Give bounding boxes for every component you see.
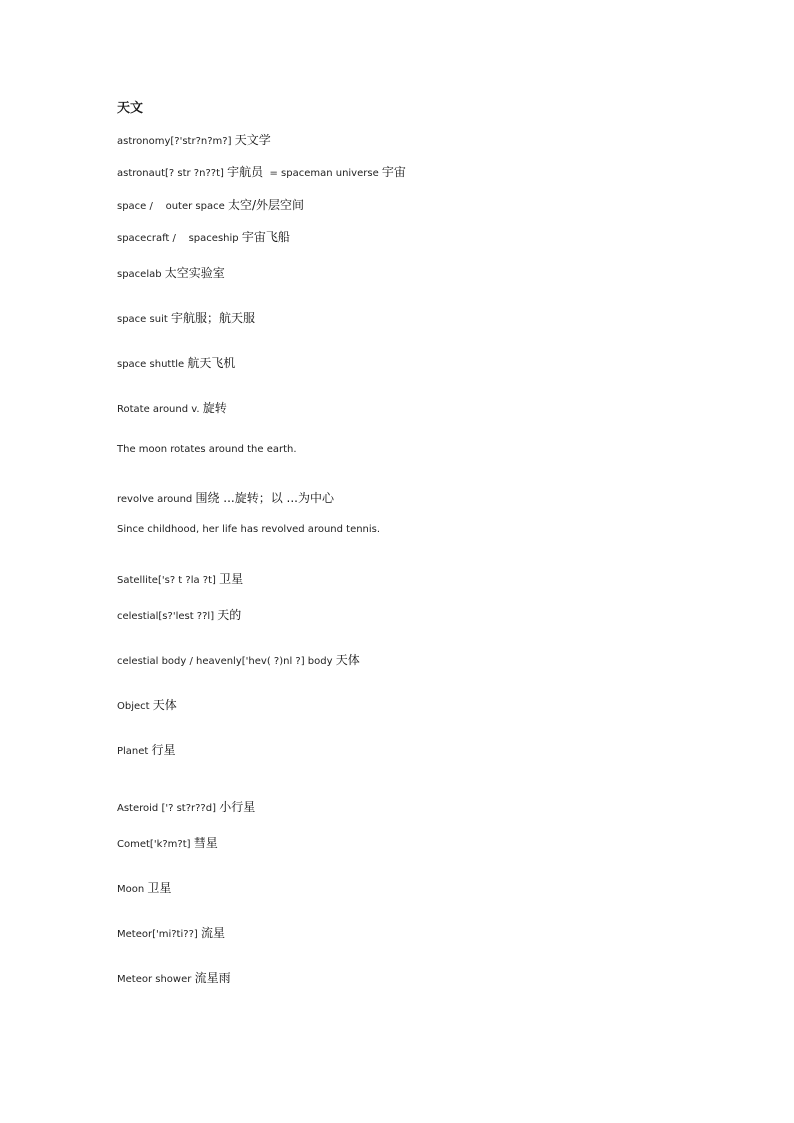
vocab-entry (117, 652, 360, 670)
vocab-entry (117, 607, 241, 625)
section-heading: 天文 (117, 101, 144, 116)
vocab-entry (117, 132, 271, 150)
entry-english: revolve around (117, 494, 193, 505)
entry-chinese: 宇航员 (227, 165, 264, 179)
vocab-entry (117, 164, 406, 182)
entry-chinese: 流星雨 (194, 971, 231, 985)
vocab-entry (117, 400, 227, 418)
entry-chinese: 围绕 ...旋转；以 ...为中心 (195, 491, 334, 505)
example-sentence (117, 442, 297, 458)
vocab-entry (117, 742, 176, 760)
entry-english: The moon rotates around the earth. (117, 444, 297, 455)
entry-english: Satellite['s? t ?la ?t] (117, 575, 216, 586)
vocab-entry (117, 229, 290, 247)
entry-english: Object (117, 701, 150, 712)
vocab-entry (117, 970, 231, 988)
vocab-entry (117, 310, 255, 328)
vocab-entry (117, 571, 243, 589)
entry-english: Meteor['mi?ti??] (117, 929, 198, 940)
vocab-entry (117, 197, 304, 215)
entry-chinese: 宇宙飞船 (241, 230, 290, 244)
entry-chinese: 小行星 (219, 800, 256, 814)
entry-chinese: 旋转 (202, 401, 227, 415)
vocab-entry (117, 880, 171, 898)
entry-english: space / outer space (117, 201, 225, 212)
entry-english: Comet['k?m?t] (117, 839, 191, 850)
vocab-entry (117, 925, 225, 943)
vocab-entry (117, 490, 334, 508)
entry-english-synonym: = spaceman universe (269, 168, 379, 179)
entry-chinese: 天的 (217, 608, 242, 622)
vocab-entry (117, 355, 235, 373)
entry-chinese: 太空/外层空间 (227, 198, 304, 212)
entry-english: Planet (117, 746, 149, 757)
entry-english: celestial body / heavenly['hev( ?)nl ?] body (117, 656, 333, 667)
entry-chinese: 流星 (200, 926, 225, 940)
entry-chinese: 行星 (151, 743, 176, 757)
entry-chinese: 彗星 (193, 836, 218, 850)
entry-chinese: 卫星 (147, 881, 172, 895)
entry-english: celestial[s?'lest ??l] (117, 611, 215, 622)
entry-english: astronomy[?'str?n?m?] (117, 136, 232, 147)
entry-english: Rotate around v. (117, 404, 200, 415)
entry-chinese-synonym: 宇宙 (381, 165, 406, 179)
vocab-entry (117, 835, 218, 853)
entry-chinese: 太空实验室 (164, 266, 225, 280)
entry-english: Since childhood, her life has revolved around tennis. (117, 524, 381, 535)
entry-english: spacelab (117, 269, 162, 280)
entry-chinese: 卫星 (219, 572, 244, 586)
entry-english: Moon (117, 884, 145, 895)
vocab-entry (117, 265, 225, 283)
entry-chinese: 天体 (152, 698, 177, 712)
entry-english: Asteroid ['? st?r??d] (117, 803, 216, 814)
entry-english: spacecraft / spaceship (117, 233, 239, 244)
entry-english: Meteor shower (117, 974, 192, 985)
vocab-entry (117, 697, 177, 715)
example-sentence (117, 522, 380, 538)
entry-chinese: 宇航服；航天服 (170, 311, 255, 325)
entry-english: space suit (117, 314, 168, 325)
entry-chinese: 天文学 (234, 133, 271, 147)
entry-chinese: 航天飞机 (187, 356, 236, 370)
entry-english: space shuttle (117, 359, 185, 370)
entry-english: astronaut[? str ?n??t] (117, 168, 224, 179)
entry-chinese: 天体 (335, 653, 360, 667)
vocab-entry (117, 799, 255, 817)
